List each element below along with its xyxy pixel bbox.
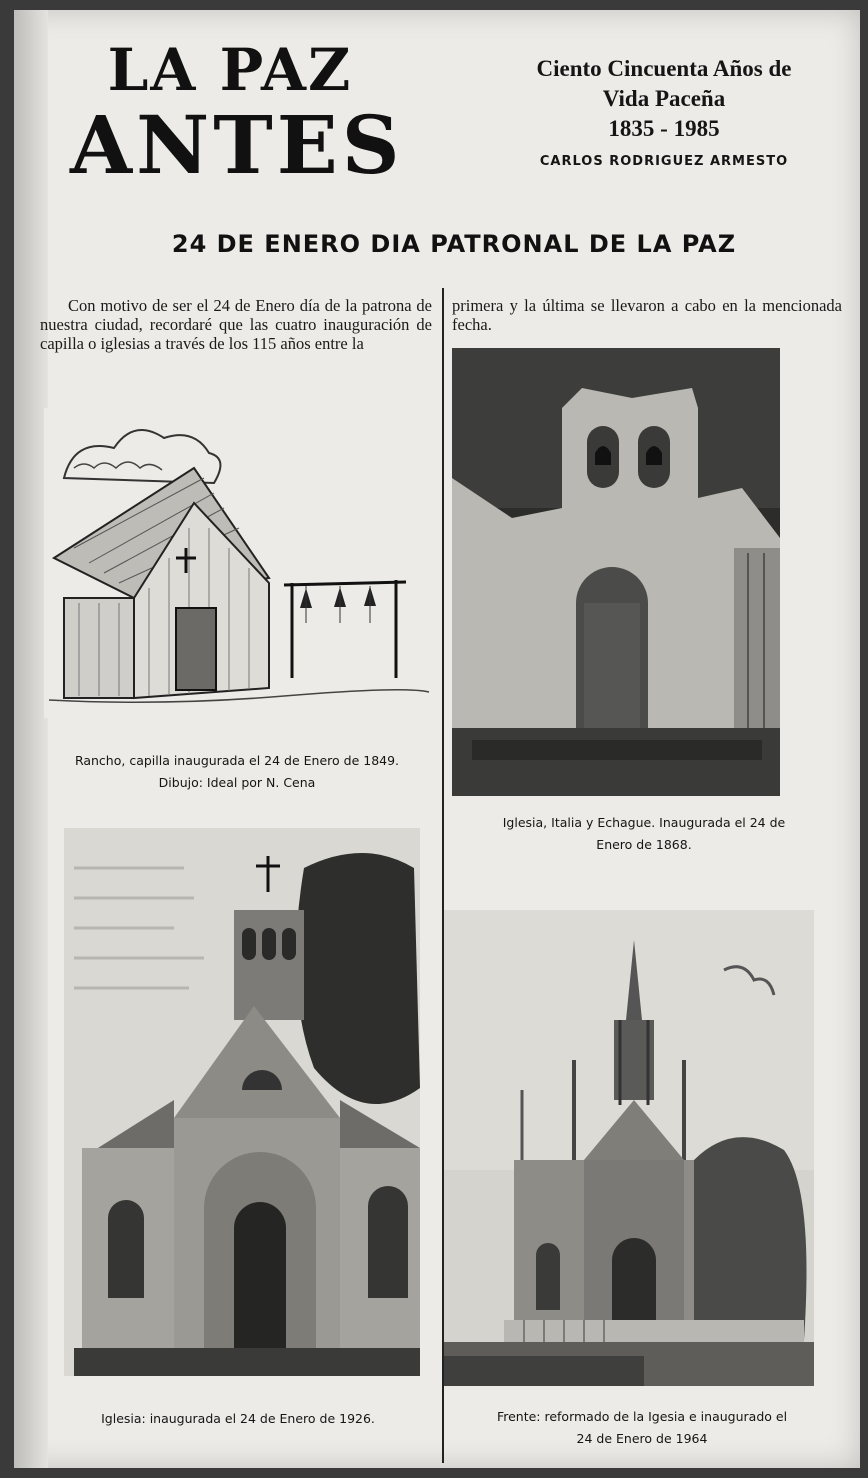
article-text-left: Con motivo de ser el 24 de Enero día de la patrona de nuestra ciudad, recordaré que las cuatro inauguración de capilla o iglesias a través de los 115 años entre la: [40, 296, 432, 353]
caption-iglesia-1868-line2: Enero de 1868.: [596, 837, 692, 852]
article-headline: 24 DE ENERO DIA PATRONAL DE LA PAZ: [171, 230, 737, 258]
page-edge-shadow: [14, 10, 48, 1468]
caption-frente-1964: [436, 1406, 848, 1450]
masthead-title-line1: LA PAZ: [107, 36, 353, 104]
article-text-right: primera y la última se llevaron a cabo en la mencionada fecha.: [452, 296, 842, 334]
caption-rancho-line1: Rancho, capilla inaugurada el 24 de Enero de 1849.: [74, 753, 400, 768]
caption-iglesia-1868: [444, 812, 844, 856]
masthead-title-line2: ANTES: [70, 98, 404, 192]
series-block: [484, 54, 844, 169]
caption-iglesia-1926: [38, 1408, 438, 1430]
frente-1964-photo: [444, 910, 814, 1386]
figure-frente-1964: [444, 910, 814, 1386]
caption-rancho-line2: Dibujo: Ideal por N. Cena: [158, 775, 316, 790]
caption-frente-1964-line1: Frente: reformado de la Igesia e inaugurado el: [496, 1409, 788, 1424]
caption-frente-1964-line2: 24 de Enero de 1964: [576, 1431, 708, 1446]
series-line1: Ciento Cincuenta Años de: [536, 56, 792, 81]
caption-rancho: [32, 750, 442, 794]
series-line2: Vida Paceña: [602, 86, 726, 111]
figure-iglesia-1868: [452, 348, 780, 796]
iglesia-1868-photo: [452, 348, 780, 796]
figure-iglesia-1926: [64, 828, 420, 1376]
caption-iglesia-1926-line1: Iglesia: inaugurada el 24 de Enero de 1926.: [101, 1411, 375, 1426]
figure-rancho: [44, 408, 434, 718]
newspaper-page: [14, 10, 860, 1468]
iglesia-1926-photo: [64, 828, 420, 1376]
series-author: CARLOS RODRIGUEZ ARMESTO: [539, 154, 789, 169]
masthead-title: [70, 36, 404, 192]
series-years: 1835 - 1985: [608, 116, 720, 141]
caption-iglesia-1868-line1: Iglesia, Italia y Echague. Inaugurada el 24 de: [502, 815, 786, 830]
rancho-drawing: [44, 408, 434, 718]
